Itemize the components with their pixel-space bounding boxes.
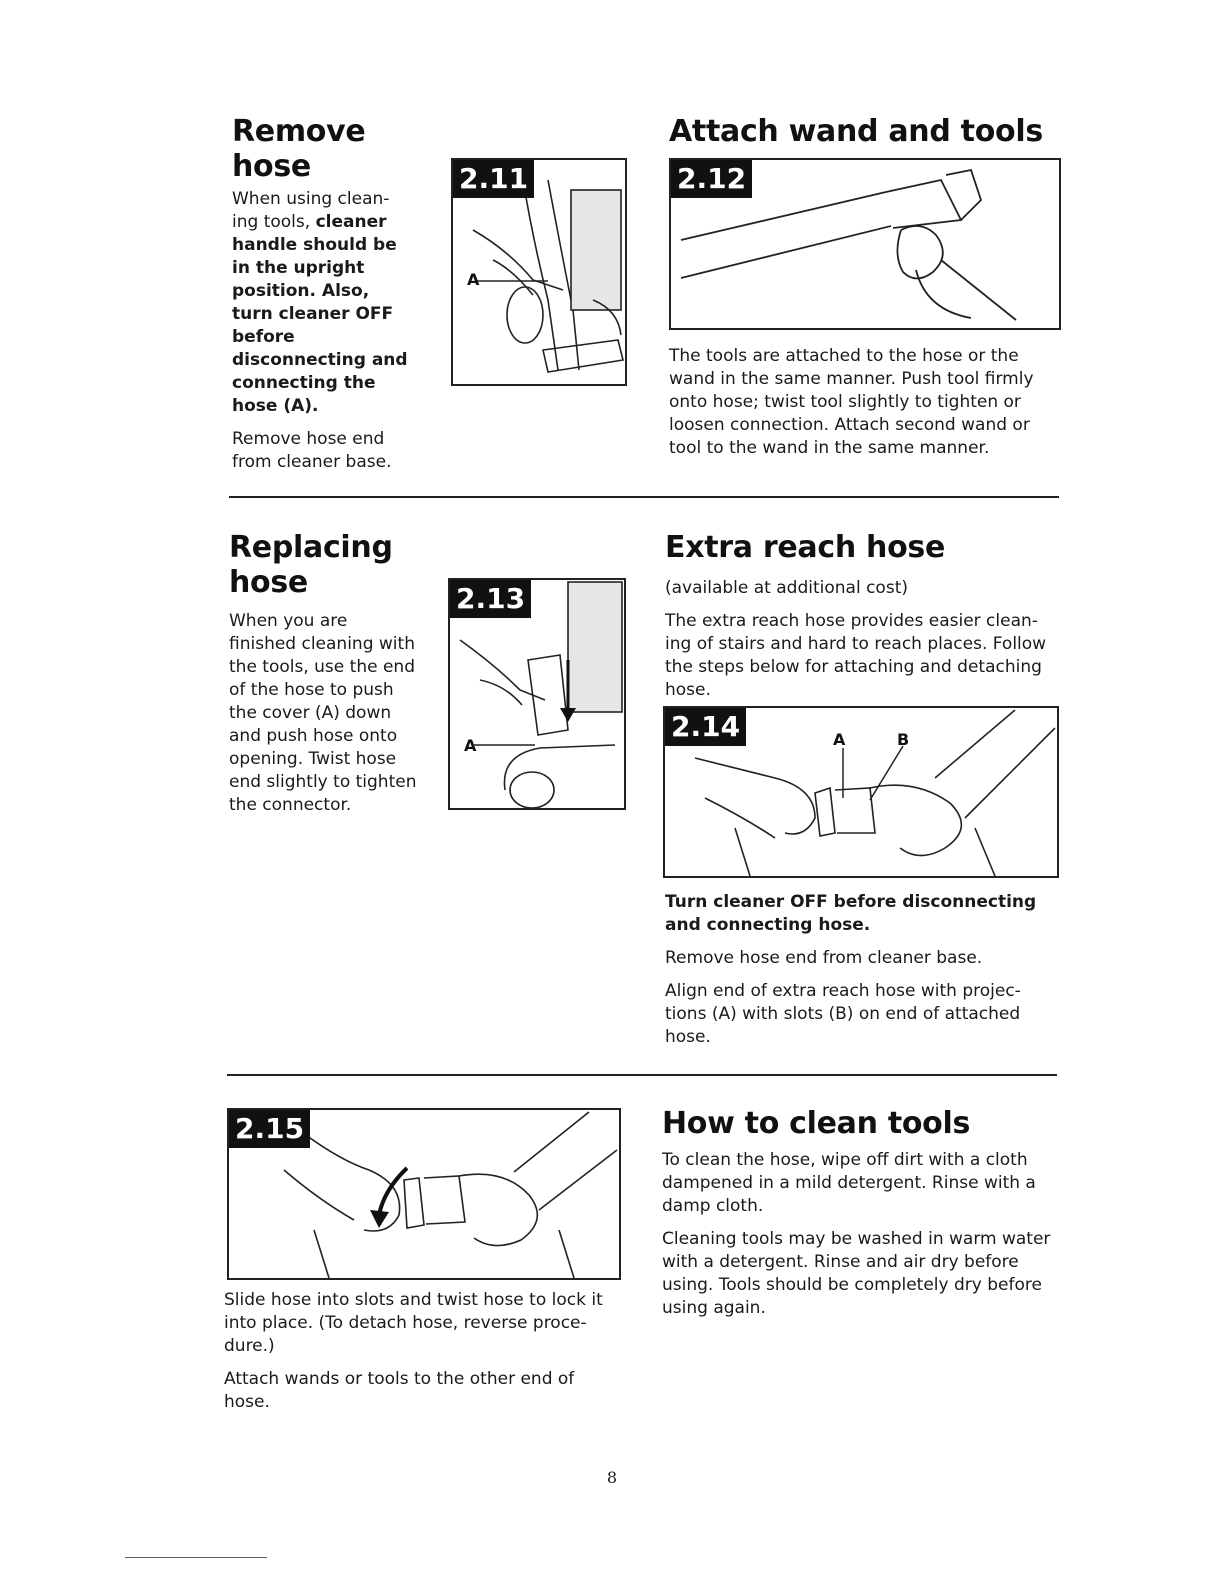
replacing-hose-title: Replacing hose: [229, 530, 393, 600]
figure-2-14-callout-a: A: [833, 730, 846, 749]
clean-tools-title: How to clean tools: [662, 1106, 971, 1141]
figure-2-11: [451, 158, 627, 386]
figure-2-14-callout-b: B: [897, 730, 910, 749]
attach-wand-body: The tools are attached to the hose or the wand in the same manner. Push tool firmly onto hose; twist tool slightly to tighten or loosen connection. Attach second wand or tool to the wand in the same manner.: [669, 346, 1034, 458]
clean-tools-para-1: To clean the hose, wipe off dirt with a cloth dampened in a mild detergent. Rinse with a damp cloth.: [662, 1150, 1036, 1216]
extra-reach-title: Extra reach hose: [665, 530, 946, 565]
clean-tools-section: [662, 1106, 1054, 1320]
figure-2-15: [227, 1108, 621, 1280]
replacing-hose-section: [229, 530, 439, 817]
page-number: 8: [606, 1468, 618, 1487]
underline-link-artifact: [125, 1557, 267, 1558]
replacing-hose-body: When you are finished cleaning with the tools, use the end of the hose to push the cover (A) down and push hose onto opening. Twist hose end slightly to tighten the connector.: [229, 611, 417, 815]
extra-reach-warning: Turn cleaner OFF before disconnecting and connecting hose.: [665, 892, 1037, 935]
figure-2-12: [669, 158, 1061, 330]
remove-hose-title: Remove hose: [232, 114, 366, 184]
remove-hose-intro: When using clean- ing tools,: [232, 189, 390, 232]
remove-hose-step: Remove hose end from cleaner base.: [232, 429, 392, 472]
section-divider: [229, 496, 1059, 498]
attach-wand-title: Attach wand and tools: [669, 114, 1043, 149]
figure-2-15-label: 2.15: [229, 1110, 310, 1148]
figure-2-15-caption-2: Attach wands or tools to the other end of hose.: [224, 1369, 575, 1412]
figure-2-13: [448, 578, 626, 810]
clean-tools-para-2: Cleaning tools may be washed in warm water with a detergent. Rinse and air dry before using. Tools should be completely dry before using again.: [662, 1229, 1051, 1318]
figure-2-14-label: 2.14: [665, 708, 746, 746]
figure-2-11-callout-a: A: [467, 270, 480, 289]
figure-2-13-label: 2.13: [450, 580, 531, 618]
figure-2-13-callout-a: A: [464, 736, 477, 755]
extra-reach-section: [665, 530, 1055, 702]
remove-hose-instructions: [232, 188, 412, 418]
extra-reach-steps: [665, 891, 1055, 1049]
figure-2-14: [663, 706, 1059, 878]
figure-2-15-captions: [224, 1289, 619, 1414]
remove-hose-section: [232, 114, 432, 474]
figure-2-15-caption-1: Slide hose into slots and twist hose to lock it into place. (To detach hose, reverse proce- dure.): [224, 1290, 603, 1356]
remove-hose-warning: cleaner handle should be in the upright position. Also, turn cleaner OFF before disconnecting and connecting the hose (A).: [232, 212, 408, 416]
extra-reach-step-2: Align end of extra reach hose with projec- tions (A) with slots (B) on end of attached hose.: [665, 981, 1021, 1047]
section-divider-2: [227, 1074, 1057, 1076]
figure-2-11-label: 2.11: [453, 160, 534, 198]
figure-2-12-label: 2.12: [671, 160, 752, 198]
extra-reach-subtitle: (available at additional cost): [665, 578, 908, 598]
extra-reach-intro: The extra reach hose provides easier clean- ing of stairs and hard to reach places. Follow the steps below for attaching and detaching hose.: [665, 611, 1047, 700]
extra-reach-step-1: Remove hose end from cleaner base.: [665, 948, 983, 968]
